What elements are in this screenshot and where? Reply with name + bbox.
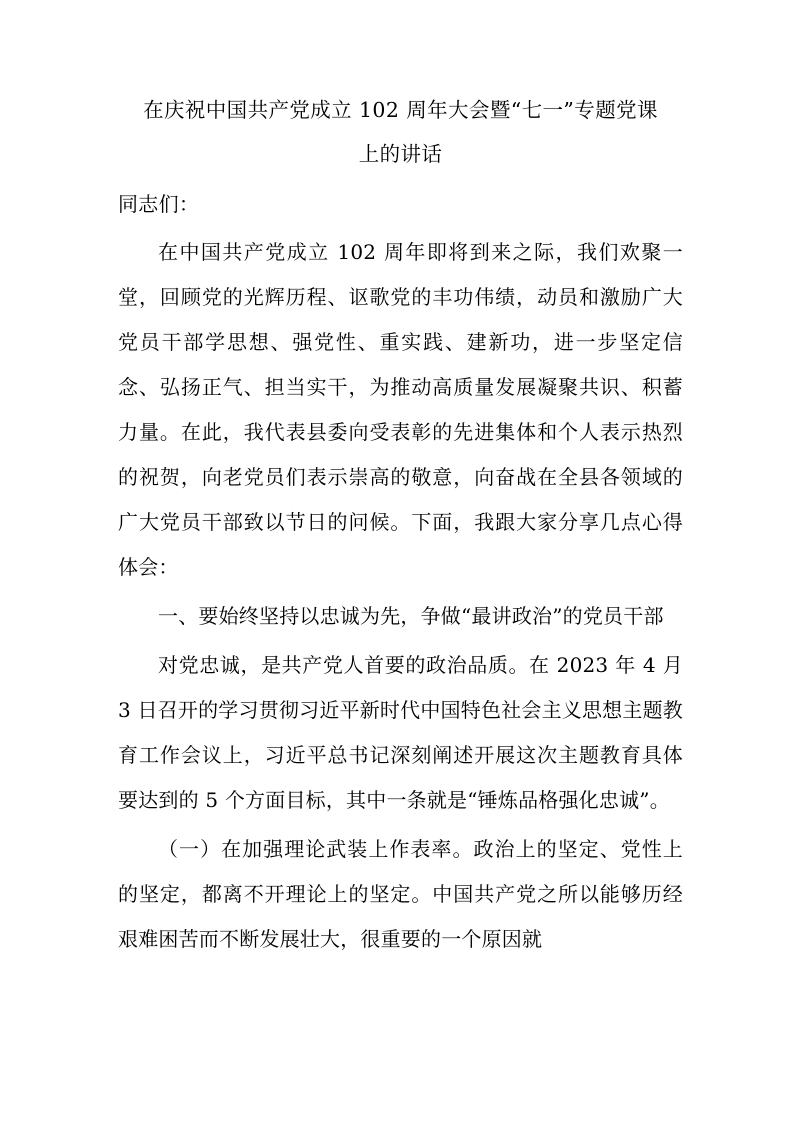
salutation: 同志们： — [118, 192, 200, 216]
paragraph-loyalty: 对党忠诚，是共产党人首要的政治品质。在 2023 年 4 月 3 日召开的学习贯彻习近平新时代中国特色社会主义思想主题教育工作会议上，习近平总书记深刻阐述开展这次主题教育具体要达到的 5 个方面目标，其中一条就是“锤炼品格强化忠诚”。 — [118, 653, 683, 812]
paragraph-opening: 在中国共产党成立 102 周年即将到来之际，我们欢聚一堂，回顾党的光辉历程、讴歌党的丰功伟绩，动员和激励广大党员干部学思想、强党性、重实践、建新功，进一步坚定信念、弘扬正气、担当实干，为推动高质量发展凝聚共识、积蓄力量。在此，我代表县委向受表彰的先进集体和个人表示热烈的祝贺，向老党员们表示崇高的敬意，向奋战在全县各领域的广大党员干部致以节日的问候。下面，我跟大家分享几点心得体会： — [118, 240, 683, 579]
page-title-line-2: 上的讲话 — [358, 142, 443, 166]
paragraph-subsection-1: （一）在加强理论武装上作表率。政治上的坚定、党性上的坚定，都离不开理论上的坚定。中国共产党之所以能够历经艰难困苦而不断发展壮大，很重要的一个原因就 — [118, 837, 683, 951]
paragraph-section-heading-1: 一、要始终坚持以忠诚为先，争做“最讲政治”的党员干部 — [158, 604, 664, 628]
page-title — [118, 88, 683, 176]
page-title-line-1: 在庆祝中国共产党成立 102 周年大会暨“七一”专题党课 — [143, 98, 658, 122]
